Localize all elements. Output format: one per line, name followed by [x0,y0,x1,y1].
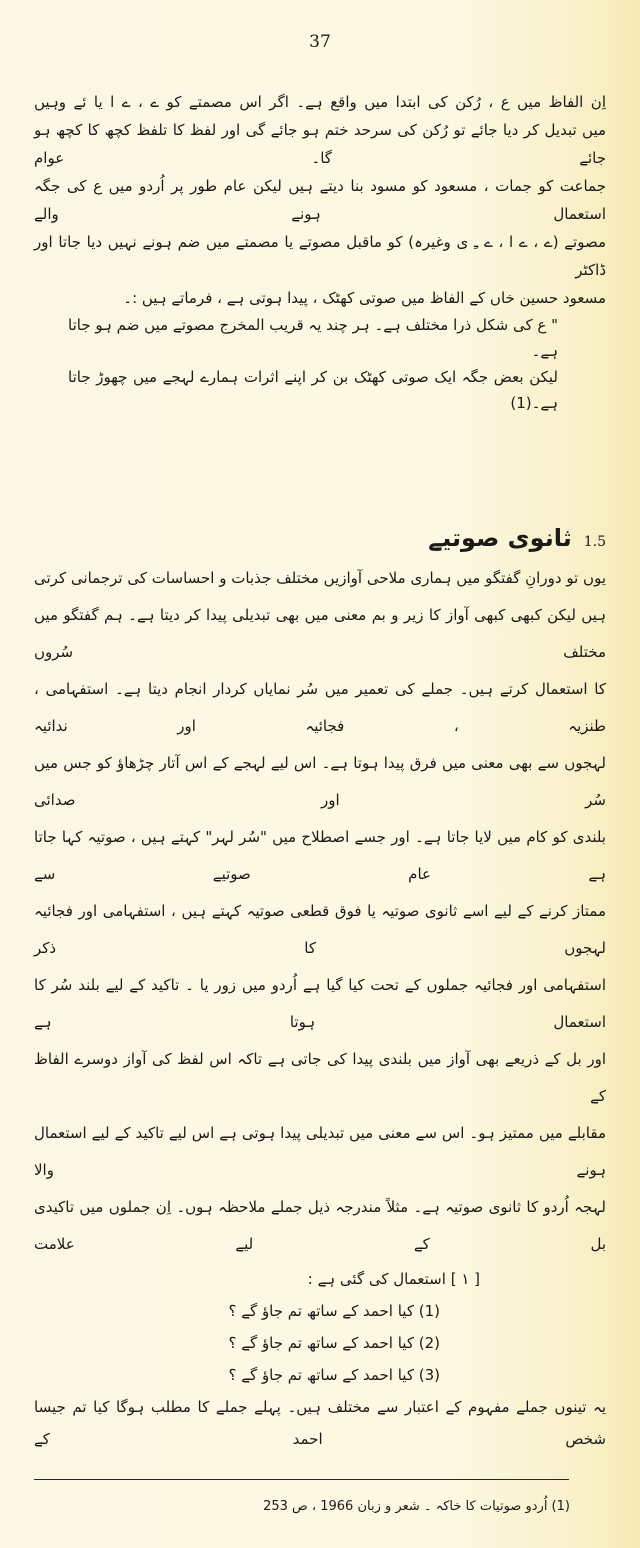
para1-line: مصوتے (ے ، ے ا ، ے ـِ ی وغیرہ) کو ماقبل مصوتے یا مصمتے میں ضم ہونے نہیں دیا جاتا اور ڈاکٹر [34,233,606,279]
footnote: (1) اُردو صوتیات کا خاکہ ۔ شعر و زبان 1966 ، ص 253 [263,1499,570,1514]
para2-line: [ ۱ ] استعمال کی گئی ہے : [307,1270,480,1288]
section-title: ثانوی صوتیے [428,524,572,552]
section-number: 1.5 [583,534,606,550]
para2-line: یوں تو دورانِ گفتگو میں ہماری ملاحی آوازیں مختلف جذبات و احساسات کی ترجمانی کرتی [34,569,606,587]
example-sentence-3: (3) کیا احمد کے ساتھ تم جاؤ گے ؟ [228,1366,440,1384]
para2-line: ممتاز کرنے کے لیے اسے ثانوی صوتیہ یا فوق قطعی صوتیہ کہتے ہیں ، استفہامی اور فجائیہ لہجوں کا ذکر [34,902,606,957]
para3-line: یہ تینوں جملے مفہوم کے اعتبار سے مختلف ہیں۔ پہلے جملے کا مطلب ہوگا کیا تم جیسا شخص احمد کے [34,1398,606,1448]
para2-line: استفہامی اور فجائیہ جملوں کے تحت کیا گیا ہے اُردو میں زور یا ۔ تاکید کے لیے بلند سُر کا استعمال ہوتا ہے [34,976,606,1031]
paragraph-2 [34,560,606,1263]
para2-line: مقابلے میں ممتیز ہو۔ اس سے معنی میں تبدیلی پیدا ہوتی ہے اس لیے تاکید کے لیے استعمال ہونے والا [34,1124,606,1179]
footnote-divider [34,1479,569,1480]
para2-line: اور بل کے ذریعے بھی آواز میں بلندی پیدا کی جاتی ہے تاکہ اس لفظ کی آواز دوسرے الفاظ کے [34,1050,606,1105]
example-sentence-1: (1) کیا احمد کے ساتھ تم جاؤ گے ؟ [228,1302,440,1320]
para2-line: بلندی کو کام میں لایا جاتا ہے۔ اور جسے اصطلاح میں "سُر لہر" کہتے ہیں ، صوتیہ کہا جاتا ہے عام صوتیے سے [34,828,606,883]
para2-line: کا استعمال کرتے ہیں۔ جملے کی تعمیر میں سُر نمایاں کردار انجام دیتا ہے۔ استفہامی ، طنزیہ ، فجائیہ اور ندائیہ [34,680,606,735]
section-heading [34,520,606,560]
para1-line: اِن الفاظ میں ع ، رُکن کی ابتدا میں واقع ہے۔ اگر اس مصمتے کو ے ، ے ا یا ئے وہیں [34,93,606,111]
paragraph-1 [34,88,606,312]
example-sentence-2: (2) کیا احمد کے ساتھ تم جاؤ گے ؟ [228,1334,440,1352]
examples-row [34,1359,606,1391]
para2-line: لہجوں سے بھی معنی میں فرق پیدا ہوتا ہے۔ اس لیے لہجے کے اس آتار چڑھاؤ کو جس میں سُر اور صدائی [34,754,606,809]
para2-line: لہجہ اُردو کا ثانوی صوتیہ ہے۔ مثلاً مندرجہ ذیل جملے ملاحظہ ہوں۔ اِن جملوں میں تاکیدی بل کے لیے علامت [34,1198,606,1253]
para1-line: جماعت کو جمات ، مسعود کو مسود بنا دیتے ہیں لیکن عام طور پر اُردو میں ع کی جگہ استعمال ہونے والے [34,177,606,223]
para1-line: مسعود حسین خاں کے الفاظ میں صوتی کھٹک ، پیدا ہوتی ہے ، فرماتے ہیں :۔ [123,289,606,307]
para2-line: ہیں لیکن کبھی کبھی آواز کا زیر و بم معنی میں بھی تبدیلی پیدا کر دیتا ہے۔ ہم گفتگو میں مختلف سُروں [34,606,606,661]
examples-row [34,1295,606,1359]
quote-line: لیکن بعض جگہ ایک صوتی کھٹک بن کر اپنے اثرات ہمارے لہجے میں چھوڑ جاتا ہے۔(1) [68,368,558,412]
para1-line: میں تبدیل کر دیا جائے تو رُکن کی سرحد ختم ہو جائے گی اور لفظ کا تلفظ کچھ کا کچھ ہو جائے گا۔ عوام [34,121,606,167]
block-quote [68,312,558,416]
quote-line: " ع کی شکل ذرا مختلف ہے۔ ہر چند یہ قریب المخرج مصوتے میں ضم ہو جاتا ہے۔ [68,316,558,360]
page-number: 37 [309,32,331,52]
